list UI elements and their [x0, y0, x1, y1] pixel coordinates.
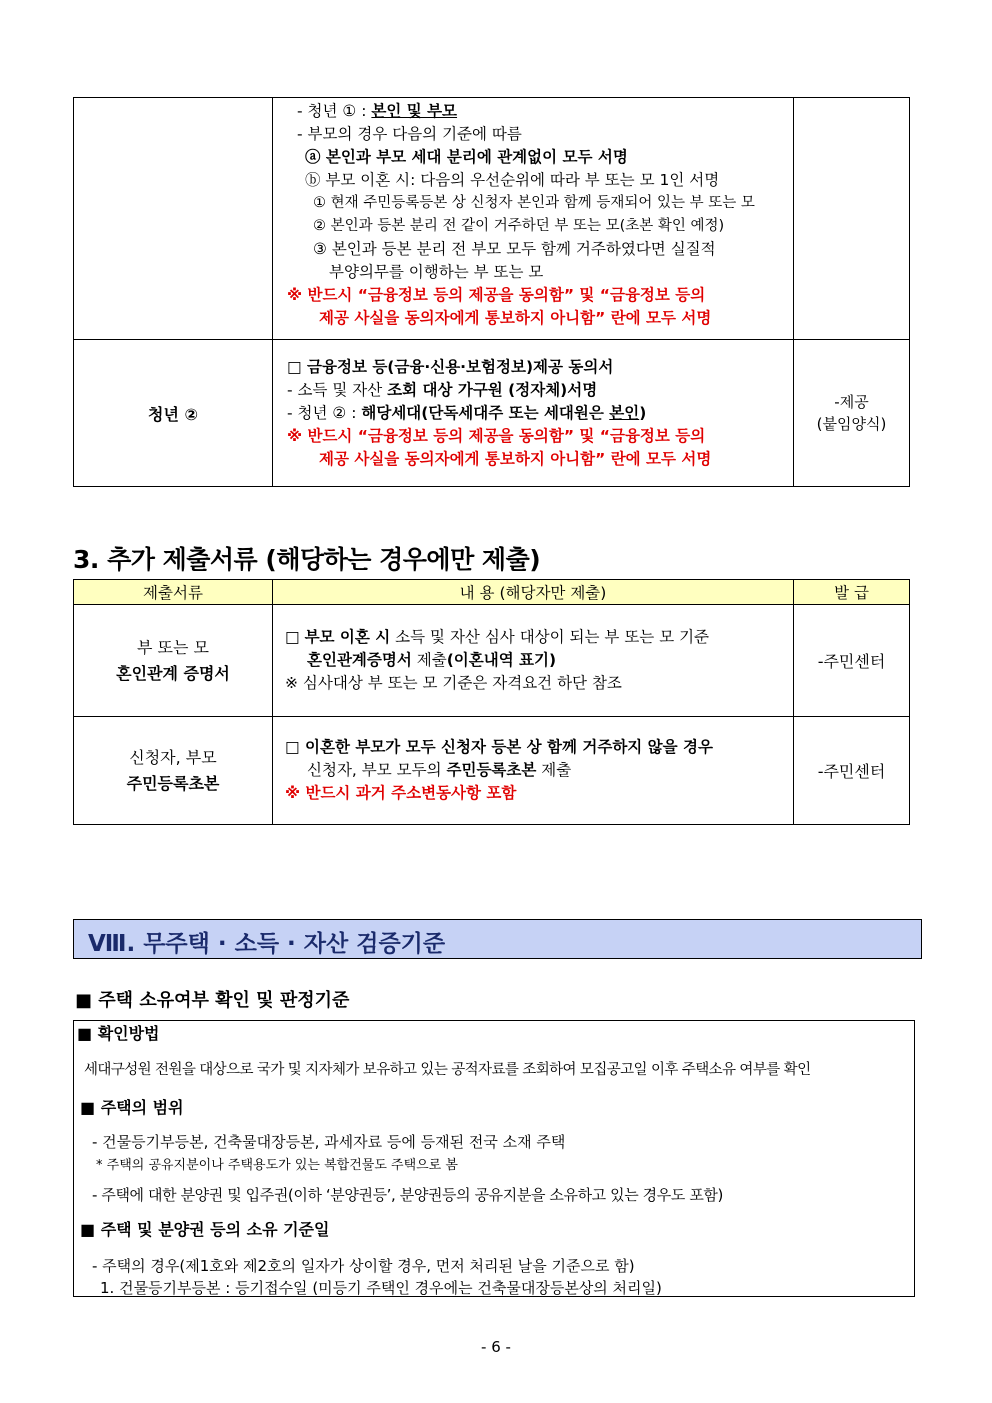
box-text-scope-1: - 건물등기부등본, 건축물대장등본, 과세자료 등에 등재된 전국 소재 주택: [92, 1133, 566, 1151]
section3-title: 3. 추가 제출서류 (해당하는 경우에만 제출): [73, 545, 541, 574]
row2-issue-line-1: (붙임양식): [816, 415, 887, 433]
row2-issue-line-0: -제공: [834, 393, 869, 411]
section8-title: Ⅷ. 무주택 · 소득 · 자산 검증기준: [88, 931, 446, 957]
header-doc: 제출서류: [74, 580, 273, 605]
content-line-1: 신청자, 부모 모두의 주민등록초본 제출: [307, 761, 572, 779]
box-text-scope-2: - 주택에 대한 분양권 및 입주권(이하 ‘분양권등’, 분양권등의 공유지분을 소유하고 있는 경우도 포함): [92, 1186, 723, 1204]
row2-label: 청년 ②: [147, 404, 199, 424]
content-line-2: ※ 반드시 과거 주소변동사항 포함: [285, 784, 517, 802]
issue-cell-divorce: [794, 605, 910, 717]
issue-text: -주민센터: [817, 762, 886, 781]
content-line-0: □ 부모 이혼 시 소득 및 자산 심사 대상이 되는 부 또는 모 기준: [285, 628, 710, 646]
section8-banner: [73, 919, 922, 959]
section8-subtitle: ■ 주택 소유여부 확인 및 판정기준: [75, 990, 350, 1011]
row1-line-0: - 청년 ① : 본인 및 부모: [297, 102, 458, 120]
box-text-method: 세대구성원 전원을 대상으로 국가 및 지자체가 보유하고 있는 공적자료를 조회하여 모집공고일 이후 주택소유 여부를 확인: [84, 1062, 811, 1078]
issue-text: -주민센터: [817, 652, 886, 671]
box-text-scope-note: * 주택의 공유지분이나 주택용도가 있는 복합건물도 주택으로 봄: [96, 1158, 458, 1173]
doc-line1: 부 또는 모: [137, 637, 209, 657]
row1-line-3: ⓑ 부모 이혼 시: 다음의 우선순위에 따라 부 또는 모 1인 서명: [305, 171, 720, 189]
row1-doc-cell: [74, 98, 273, 340]
doc-line1: 신청자, 부모: [129, 747, 217, 767]
row1-line-4: ① 현재 주민등록등본 상 신청자 본인과 함께 등재되어 있는 부 또는 모: [313, 195, 755, 211]
row1-line-9: 제공 사실을 동의자에게 통보하지 아니함” 란에 모두 서명: [319, 309, 712, 327]
box-heading-scope: ■ 주택의 범위: [80, 1098, 184, 1117]
row1-line-6: ③ 본인과 등본 분리 전 부모 모두 함께 거주하였다면 실질적: [313, 240, 716, 258]
row1-line-7: 부양의무를 이행하는 부 또는 모: [329, 263, 544, 281]
consent-table: [73, 97, 910, 487]
row2-line-4: 제공 사실을 동의자에게 통보하지 아니함” 란에 모두 서명: [319, 449, 712, 468]
row2-issue-cell: [794, 340, 910, 487]
content-line-2: ※ 심사대상 부 또는 모 기준은 자격요건 하단 참조: [285, 674, 622, 692]
doc-cell-abstract: [74, 717, 273, 825]
box-text-date-2: 1. 건물등기부등본 : 등기접수일 (미등기 주택인 경우에는 건축물대장등본상의 처리일): [100, 1279, 662, 1297]
additional-docs-table: [73, 579, 910, 825]
header-content: 내 용 (해당자만 제출): [273, 580, 794, 605]
row1-line-5: ② 본인과 등본 분리 전 같이 거주하던 부 또는 모(초본 확인 예정): [313, 218, 725, 234]
box-heading-date: ■ 주택 및 분양권 등의 소유 기준일: [80, 1220, 330, 1239]
row2-line-0: □ 금융정보 등(금융·신용·보험정보)제공 동의서: [287, 357, 614, 376]
row2-doc-cell: [74, 340, 273, 487]
header-issue: 발 급: [794, 580, 910, 605]
content-cell-divorce: [273, 605, 794, 717]
issue-cell-abstract: [794, 717, 910, 825]
doc-line2: 혼인관계 증명서: [116, 663, 230, 683]
content-line-0: □ 이혼한 부모가 모두 신청자 등본 상 함께 거주하지 않을 경우: [285, 738, 713, 756]
row1-content-cell: [273, 98, 794, 340]
box-heading-method: ■ 확인방법: [77, 1024, 160, 1043]
doc-cell-divorce: [74, 605, 273, 717]
row2-line-3: ※ 반드시 “금융정보 등의 제공을 동의함” 및 “금융정보 등의: [287, 426, 706, 445]
doc-line2: 주민등록초본: [126, 773, 220, 793]
row1-line-2: ⓐ 본인과 부모 세대 분리에 관계없이 모두 서명: [305, 148, 628, 166]
housing-criteria-box: [73, 1020, 915, 1297]
content-line-1: 혼인관계증명서 제출(이혼내역 표기): [307, 651, 557, 669]
row2-line-1: - 소득 및 자산 조회 대상 가구원 (정자체)서명: [287, 380, 598, 399]
box-text-date-1: - 주택의 경우(제1호와 제2호의 일자가 상이할 경우, 먼저 처리된 날을 기준으로 함): [92, 1257, 635, 1275]
row1-line-8: ※ 반드시 “금융정보 등의 제공을 동의함” 및 “금융정보 등의: [287, 286, 706, 304]
content-cell-abstract: [273, 717, 794, 825]
page-number: - 6 -: [481, 1338, 511, 1356]
row1-issue-cell: [794, 98, 910, 340]
row2-line-2: - 청년 ② : 해당세대(단독세대주 또는 세대원은 본인): [287, 403, 647, 422]
row1-line-1: - 부모의 경우 다음의 기준에 따름: [297, 125, 522, 143]
row2-content-cell: [273, 340, 794, 487]
